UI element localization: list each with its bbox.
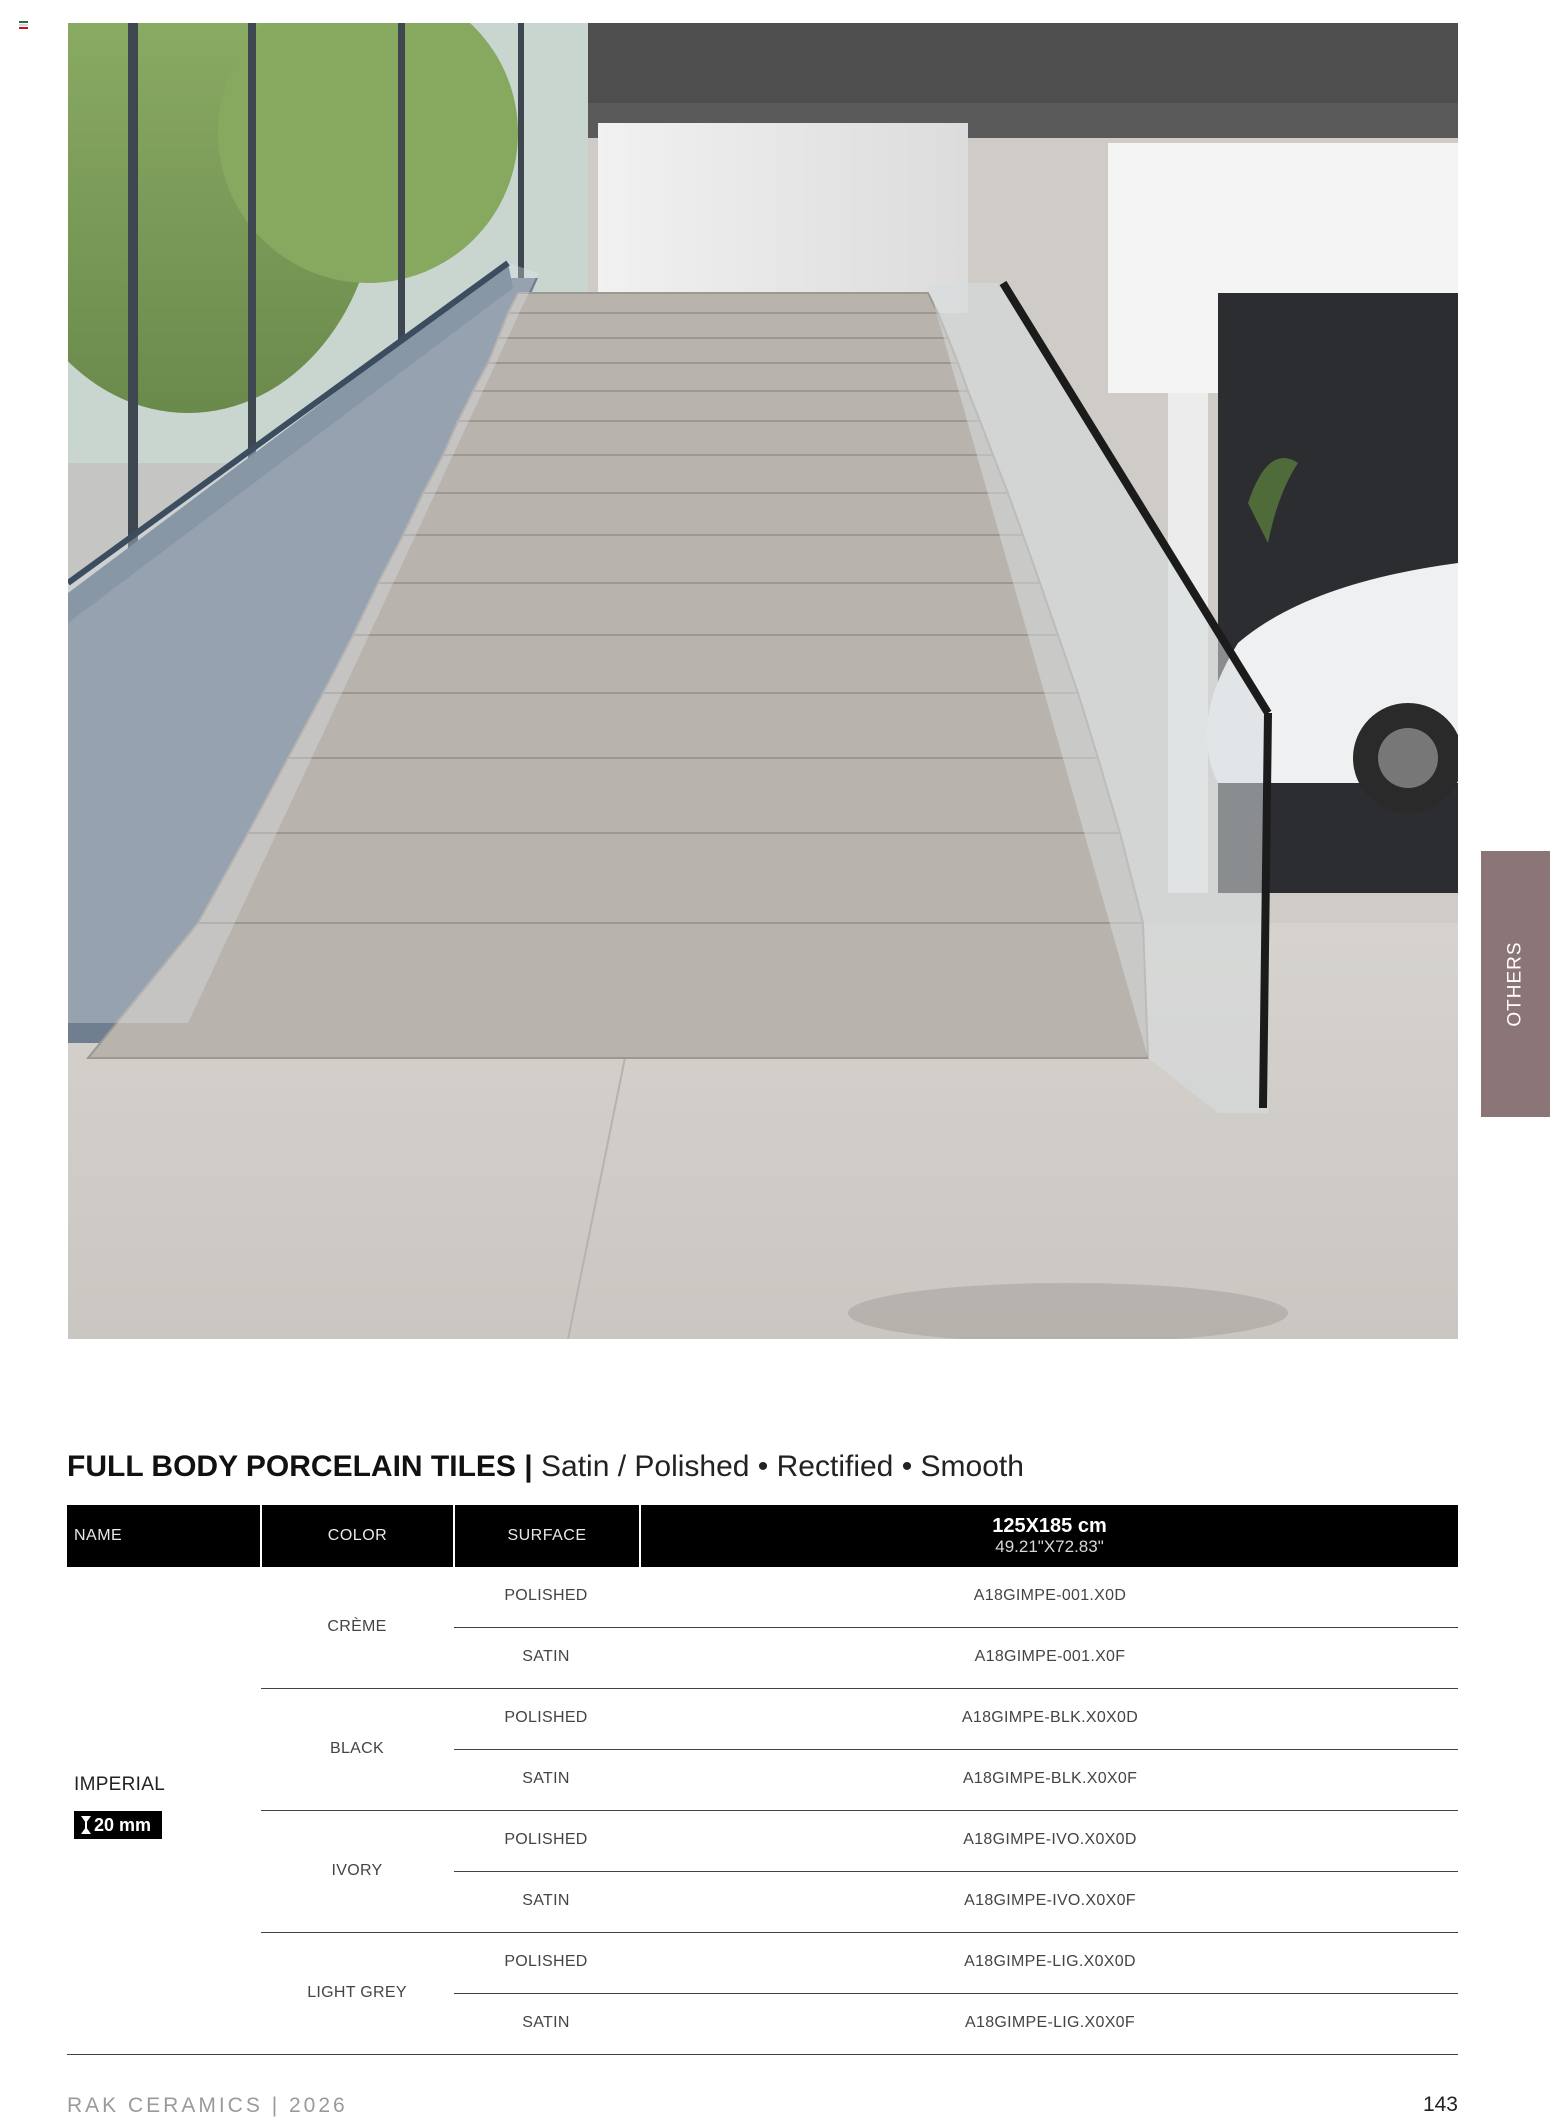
language-flag-icon (19, 21, 28, 28)
page-number: 143 (1422, 2093, 1458, 2116)
surface-cell: SATIN (522, 1892, 570, 1909)
product-code-cell: A18GIMPE-IVO.X0X0F (964, 1892, 1136, 1909)
color-cell: LIGHT GREY (307, 1984, 407, 2001)
thickness-badge (74, 1811, 162, 1839)
row-divider (454, 1871, 1458, 1872)
row-divider (454, 1749, 1458, 1750)
header-surface: SURFACE (507, 1527, 587, 1544)
surface-cell: SATIN (522, 1770, 570, 1787)
color-cell: CRÈME (327, 1618, 387, 1635)
header-size-imperial: 49.21"X72.83" (995, 1537, 1104, 1556)
header-size (641, 1505, 1458, 1567)
section-tab-others[interactable] (1481, 851, 1550, 1117)
footer-brand: RAK CERAMICS | 2026 (67, 2094, 348, 2117)
surface-cell: POLISHED (504, 1587, 588, 1604)
group-divider (261, 1932, 1458, 1933)
product-name: IMPERIAL (74, 1774, 166, 1795)
thickness-label: 20 mm (94, 1814, 152, 1835)
header-color: COLOR (327, 1527, 388, 1544)
product-code-cell: A18GIMPE-LIG.X0X0F (965, 2014, 1135, 2031)
surface-cell: POLISHED (504, 1953, 588, 1970)
product-table (67, 1505, 1458, 1567)
hero-photo (68, 23, 1458, 1339)
product-code-cell: A18GIMPE-BLK.X0X0F (962, 1770, 1138, 1787)
product-code-cell: A18GIMPE-BLK.X0X0D (961, 1709, 1139, 1726)
group-divider (261, 1810, 1458, 1811)
header-size-metric: 125X185 cm (992, 1515, 1107, 1537)
color-cell: IVORY (331, 1862, 383, 1879)
surface-cell: POLISHED (504, 1709, 588, 1726)
surface-cell: SATIN (522, 1648, 570, 1665)
row-divider (454, 1627, 1458, 1628)
group-divider (67, 2054, 1458, 2055)
heading-subtitle: Satin / Polished • Rectified • Smooth (541, 1450, 1024, 1483)
row-divider (454, 1993, 1458, 1994)
product-code-cell: A18GIMPE-LIG.X0X0D (964, 1953, 1136, 1970)
product-code-cell: A18GIMPE-IVO.X0X0D (963, 1831, 1137, 1848)
group-divider (261, 1688, 1458, 1689)
thickness-icon (80, 1815, 92, 1835)
heading-divider: | (515, 1450, 541, 1483)
product-code-cell: A18GIMPE-001.X0F (974, 1648, 1126, 1665)
section-tab-label: OTHERS (1504, 941, 1526, 1027)
color-cell: BLACK (330, 1740, 384, 1757)
header-name: NAME (74, 1527, 123, 1544)
product-code-cell: A18GIMPE-001.X0D (973, 1587, 1127, 1604)
surface-cell: SATIN (522, 2014, 570, 2031)
table-header (67, 1505, 1458, 1567)
surface-cell: POLISHED (504, 1831, 588, 1848)
heading-title: FULL BODY PORCELAIN TILES (67, 1450, 516, 1483)
section-heading (67, 1450, 1024, 1484)
